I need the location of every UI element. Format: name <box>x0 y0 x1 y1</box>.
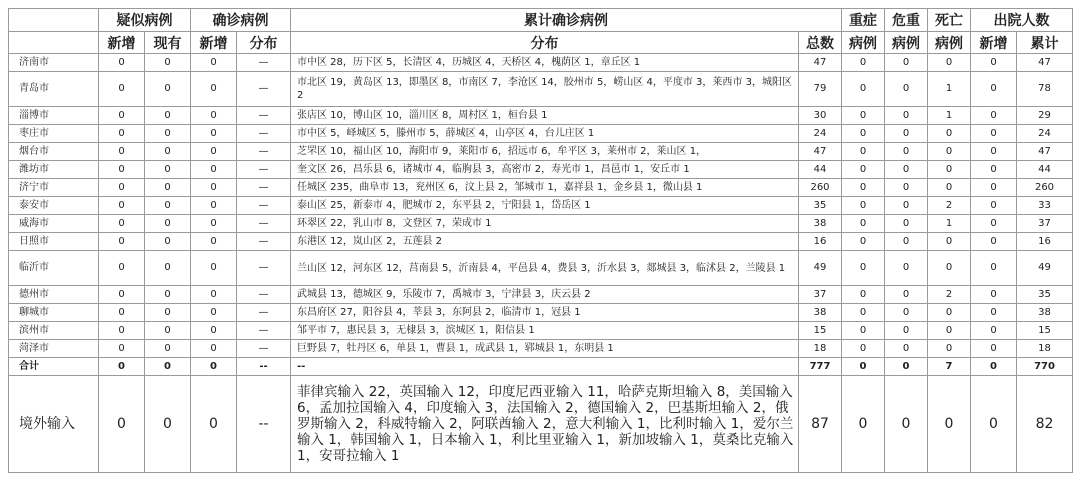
suspected-current-cell: 0 <box>145 54 191 72</box>
suspected-new-cell: 0 <box>99 179 145 197</box>
death-cell: 0 <box>928 376 971 473</box>
severe-cell: 0 <box>842 54 885 72</box>
city-cell: 境外输入 <box>9 376 99 473</box>
critical-cell: 0 <box>885 215 928 233</box>
death-cell: 0 <box>928 125 971 143</box>
city-cell: 威海市 <box>9 215 99 233</box>
cumulative-total-cell: 16 <box>799 233 842 251</box>
confirmed-distribution-cell: — <box>237 215 291 233</box>
confirmed-distribution-cell: — <box>237 340 291 358</box>
city-cell: 日照市 <box>9 233 99 251</box>
header-suspected-current: 现有 <box>145 32 191 54</box>
cumulative-distribution-cell: -- <box>291 358 799 376</box>
confirmed-new-cell: 0 <box>191 376 237 473</box>
severe-cell: 0 <box>842 161 885 179</box>
severe-cell: 0 <box>842 107 885 125</box>
suspected-new-cell: 0 <box>99 358 145 376</box>
cumulative-distribution-cell: 市北区 19，黄岛区 13，即墨区 8，市南区 7，李沧区 14，胶州市 5，崂山区 4，平度市 3，莱西市 3，城阳区 2 <box>291 72 799 107</box>
death-cell: 2 <box>928 286 971 304</box>
discharged-new-cell: 0 <box>971 340 1017 358</box>
critical-cell: 0 <box>885 197 928 215</box>
discharged-cumulative-cell: 47 <box>1017 143 1073 161</box>
city-cell: 临沂市 <box>9 251 99 286</box>
cumulative-distribution-cell: 芝罘区 10，福山区 10，海阳市 9，莱阳市 6，招远市 6，牟平区 3，莱州市 2，莱山区 1， <box>291 143 799 161</box>
suspected-current-cell: 0 <box>145 340 191 358</box>
table-row <box>9 322 1073 340</box>
discharged-cumulative-cell: 15 <box>1017 322 1073 340</box>
cumulative-total-cell: 18 <box>799 340 842 358</box>
suspected-current-cell: 0 <box>145 197 191 215</box>
cumulative-distribution-cell: 巨野县 7，牡丹区 6，单县 1，曹县 1，成武县 1，郓城县 1，东明县 1 <box>291 340 799 358</box>
cumulative-total-cell: 30 <box>799 107 842 125</box>
cumulative-distribution-cell: 邹平市 7，惠民县 3，无棣县 3，滨城区 1，阳信县 1 <box>291 322 799 340</box>
city-cell: 潍坊市 <box>9 161 99 179</box>
city-cell: 淄博市 <box>9 107 99 125</box>
death-cell: 0 <box>928 179 971 197</box>
critical-cell: 0 <box>885 107 928 125</box>
table-row <box>9 251 1073 286</box>
header-confirmed: 确诊病例 <box>191 9 291 32</box>
suspected-new-cell: 0 <box>99 72 145 107</box>
confirmed-distribution-cell: — <box>237 179 291 197</box>
death-cell: 0 <box>928 340 971 358</box>
suspected-new-cell: 0 <box>99 54 145 72</box>
severe-cell: 0 <box>842 322 885 340</box>
suspected-new-cell: 0 <box>99 376 145 473</box>
discharged-new-cell: 0 <box>971 233 1017 251</box>
discharged-cumulative-cell: 78 <box>1017 72 1073 107</box>
critical-cell: 0 <box>885 376 928 473</box>
confirmed-new-cell: 0 <box>191 322 237 340</box>
cumulative-distribution-cell: 环翠区 22，乳山市 8，文登区 7，荣成市 1 <box>291 215 799 233</box>
table-row <box>9 286 1073 304</box>
confirmed-new-cell: 0 <box>191 125 237 143</box>
cumulative-total-cell: 37 <box>799 286 842 304</box>
suspected-current-cell: 0 <box>145 143 191 161</box>
confirmed-new-cell: 0 <box>191 251 237 286</box>
severe-cell: 0 <box>842 179 885 197</box>
confirmed-new-cell: 0 <box>191 179 237 197</box>
header-cumulative: 累计确诊病例 <box>291 9 842 32</box>
confirmed-new-cell: 0 <box>191 143 237 161</box>
death-cell: 2 <box>928 197 971 215</box>
critical-cell: 0 <box>885 143 928 161</box>
suspected-new-cell: 0 <box>99 233 145 251</box>
suspected-current-cell: 0 <box>145 376 191 473</box>
discharged-new-cell: 0 <box>971 215 1017 233</box>
cumulative-distribution-cell: 市中区 5，峄城区 5，滕州市 5，薛城区 4，山亭区 4，台儿庄区 1 <box>291 125 799 143</box>
header-death-bottom: 病例 <box>928 32 971 54</box>
header-corner <box>9 9 99 32</box>
table-row <box>9 107 1073 125</box>
discharged-cumulative-cell: 770 <box>1017 358 1073 376</box>
city-cell: 济宁市 <box>9 179 99 197</box>
confirmed-distribution-cell: — <box>237 197 291 215</box>
critical-cell: 0 <box>885 179 928 197</box>
cumulative-distribution-cell: 东昌府区 27，阳谷县 4，莘县 3，东阿县 2，临清市 1，冠县 1 <box>291 304 799 322</box>
suspected-current-cell: 0 <box>145 125 191 143</box>
city-cell: 聊城市 <box>9 304 99 322</box>
table-header <box>9 9 1073 54</box>
death-cell: 1 <box>928 107 971 125</box>
severe-cell: 0 <box>842 233 885 251</box>
critical-cell: 0 <box>885 358 928 376</box>
table-row <box>9 340 1073 358</box>
suspected-current-cell: 0 <box>145 215 191 233</box>
header-corner-2 <box>9 32 99 54</box>
confirmed-distribution-cell: -- <box>237 376 291 473</box>
confirmed-distribution-cell: — <box>237 161 291 179</box>
cumulative-distribution-cell: 兰山区 12，河东区 12，莒南县 5，沂南县 4，平邑县 4，费县 3，沂水县 3，郯城县 3，临沭县 2，兰陵县 1 <box>291 251 799 286</box>
discharged-new-cell: 0 <box>971 143 1017 161</box>
severe-cell: 0 <box>842 251 885 286</box>
severe-cell: 0 <box>842 304 885 322</box>
table-row <box>9 197 1073 215</box>
suspected-current-cell: 0 <box>145 322 191 340</box>
critical-cell: 0 <box>885 54 928 72</box>
header-severe-top: 重症 <box>842 9 885 32</box>
city-cell: 菏泽市 <box>9 340 99 358</box>
header-discharged: 出院人数 <box>971 9 1073 32</box>
critical-cell: 0 <box>885 286 928 304</box>
confirmed-distribution-cell: — <box>237 251 291 286</box>
severe-cell: 0 <box>842 125 885 143</box>
city-cell: 德州市 <box>9 286 99 304</box>
confirmed-distribution-cell: — <box>237 322 291 340</box>
cumulative-total-cell: 24 <box>799 125 842 143</box>
confirmed-new-cell: 0 <box>191 197 237 215</box>
imported-row <box>9 376 1073 473</box>
suspected-new-cell: 0 <box>99 304 145 322</box>
confirmed-distribution-cell: — <box>237 107 291 125</box>
header-discharged-cumulative: 累计 <box>1017 32 1073 54</box>
severe-cell: 0 <box>842 340 885 358</box>
suspected-current-cell: 0 <box>145 72 191 107</box>
city-cell: 烟台市 <box>9 143 99 161</box>
city-cell: 青岛市 <box>9 72 99 107</box>
table-row <box>9 161 1073 179</box>
suspected-new-cell: 0 <box>99 322 145 340</box>
header-suspected-new: 新增 <box>99 32 145 54</box>
header-critical-top: 危重 <box>885 9 928 32</box>
suspected-current-cell: 0 <box>145 286 191 304</box>
discharged-new-cell: 0 <box>971 358 1017 376</box>
death-cell: 1 <box>928 72 971 107</box>
discharged-cumulative-cell: 38 <box>1017 304 1073 322</box>
table-row <box>9 304 1073 322</box>
discharged-cumulative-cell: 29 <box>1017 107 1073 125</box>
death-cell: 0 <box>928 233 971 251</box>
cumulative-distribution-cell: 市中区 28，历下区 5，长清区 4，历城区 4，天桥区 4，槐荫区 1，章丘区 1 <box>291 54 799 72</box>
death-cell: 1 <box>928 215 971 233</box>
cumulative-distribution-cell: 东港区 12，岚山区 2，五莲县 2 <box>291 233 799 251</box>
discharged-cumulative-cell: 47 <box>1017 54 1073 72</box>
cumulative-distribution-cell: 泰山区 25，新泰市 4，肥城市 2，东平县 2，宁阳县 1，岱岳区 1 <box>291 197 799 215</box>
confirmed-new-cell: 0 <box>191 54 237 72</box>
suspected-new-cell: 0 <box>99 251 145 286</box>
cumulative-distribution-cell: 奎文区 26，昌乐县 6，诸城市 4，临朐县 3，高密市 2，寿光市 1，昌邑市 1，安丘市 1 <box>291 161 799 179</box>
cumulative-distribution-cell: 张店区 10，博山区 10，淄川区 8，周村区 1，桓台县 1 <box>291 107 799 125</box>
death-cell: 0 <box>928 143 971 161</box>
discharged-new-cell: 0 <box>971 376 1017 473</box>
cumulative-total-cell: 47 <box>799 143 842 161</box>
suspected-new-cell: 0 <box>99 125 145 143</box>
confirmed-new-cell: 0 <box>191 215 237 233</box>
header-cumulative-distribution: 分布 <box>291 32 799 54</box>
discharged-new-cell: 0 <box>971 54 1017 72</box>
severe-cell: 0 <box>842 197 885 215</box>
table-row <box>9 233 1073 251</box>
confirmed-distribution-cell: -- <box>237 358 291 376</box>
suspected-new-cell: 0 <box>99 107 145 125</box>
suspected-current-cell: 0 <box>145 251 191 286</box>
suspected-new-cell: 0 <box>99 197 145 215</box>
discharged-new-cell: 0 <box>971 72 1017 107</box>
cumulative-total-cell: 35 <box>799 197 842 215</box>
critical-cell: 0 <box>885 340 928 358</box>
confirmed-distribution-cell: — <box>237 286 291 304</box>
discharged-new-cell: 0 <box>971 179 1017 197</box>
table-row <box>9 125 1073 143</box>
critical-cell: 0 <box>885 251 928 286</box>
discharged-new-cell: 0 <box>971 107 1017 125</box>
severe-cell: 0 <box>842 72 885 107</box>
death-cell: 0 <box>928 304 971 322</box>
suspected-new-cell: 0 <box>99 161 145 179</box>
critical-cell: 0 <box>885 304 928 322</box>
discharged-new-cell: 0 <box>971 286 1017 304</box>
confirmed-new-cell: 0 <box>191 233 237 251</box>
cumulative-distribution-cell: 任城区 235，曲阜市 13，兖州区 6，汶上县 2，邹城市 1，嘉祥县 1，金乡县 1，微山县 1 <box>291 179 799 197</box>
cumulative-total-cell: 79 <box>799 72 842 107</box>
cumulative-total-cell: 260 <box>799 179 842 197</box>
table-row <box>9 179 1073 197</box>
city-cell: 泰安市 <box>9 197 99 215</box>
confirmed-new-cell: 0 <box>191 358 237 376</box>
cumulative-distribution-cell: 武城县 13，德城区 9，乐陵市 7，禹城市 3，宁津县 3，庆云县 2 <box>291 286 799 304</box>
suspected-current-cell: 0 <box>145 179 191 197</box>
cumulative-total-cell: 47 <box>799 54 842 72</box>
header-confirmed-distribution: 分布 <box>237 32 291 54</box>
severe-cell: 0 <box>842 376 885 473</box>
discharged-new-cell: 0 <box>971 125 1017 143</box>
discharged-new-cell: 0 <box>971 161 1017 179</box>
death-cell: 0 <box>928 54 971 72</box>
cumulative-total-cell: 49 <box>799 251 842 286</box>
severe-cell: 0 <box>842 143 885 161</box>
critical-cell: 0 <box>885 125 928 143</box>
city-cell: 滨州市 <box>9 322 99 340</box>
confirmed-distribution-cell: — <box>237 143 291 161</box>
death-cell: 7 <box>928 358 971 376</box>
severe-cell: 0 <box>842 286 885 304</box>
table-row <box>9 72 1073 107</box>
cumulative-total-cell: 38 <box>799 304 842 322</box>
header-discharged-new: 新增 <box>971 32 1017 54</box>
confirmed-distribution-cell: — <box>237 233 291 251</box>
cumulative-total-cell: 44 <box>799 161 842 179</box>
case-statistics-table <box>8 8 1073 473</box>
table-row <box>9 54 1073 72</box>
suspected-current-cell: 0 <box>145 161 191 179</box>
discharged-new-cell: 0 <box>971 251 1017 286</box>
cumulative-total-cell: 38 <box>799 215 842 233</box>
confirmed-new-cell: 0 <box>191 286 237 304</box>
discharged-new-cell: 0 <box>971 304 1017 322</box>
critical-cell: 0 <box>885 161 928 179</box>
suspected-current-cell: 0 <box>145 233 191 251</box>
severe-cell: 0 <box>842 215 885 233</box>
suspected-current-cell: 0 <box>145 107 191 125</box>
suspected-new-cell: 0 <box>99 286 145 304</box>
confirmed-new-cell: 0 <box>191 340 237 358</box>
total-row <box>9 358 1073 376</box>
cumulative-total-cell: 87 <box>799 376 842 473</box>
discharged-cumulative-cell: 35 <box>1017 286 1073 304</box>
discharged-cumulative-cell: 33 <box>1017 197 1073 215</box>
death-cell: 0 <box>928 322 971 340</box>
cumulative-total-cell: 777 <box>799 358 842 376</box>
table-body <box>9 54 1073 473</box>
header-critical-bottom: 病例 <box>885 32 928 54</box>
header-confirmed-new: 新增 <box>191 32 237 54</box>
suspected-current-cell: 0 <box>145 304 191 322</box>
discharged-cumulative-cell: 44 <box>1017 161 1073 179</box>
critical-cell: 0 <box>885 233 928 251</box>
discharged-cumulative-cell: 37 <box>1017 215 1073 233</box>
city-cell: 济南市 <box>9 54 99 72</box>
discharged-cumulative-cell: 82 <box>1017 376 1073 473</box>
discharged-cumulative-cell: 18 <box>1017 340 1073 358</box>
discharged-new-cell: 0 <box>971 197 1017 215</box>
discharged-cumulative-cell: 16 <box>1017 233 1073 251</box>
discharged-cumulative-cell: 260 <box>1017 179 1073 197</box>
confirmed-distribution-cell: — <box>237 54 291 72</box>
confirmed-new-cell: 0 <box>191 72 237 107</box>
header-suspected: 疑似病例 <box>99 9 191 32</box>
confirmed-new-cell: 0 <box>191 161 237 179</box>
critical-cell: 0 <box>885 322 928 340</box>
table-row <box>9 143 1073 161</box>
header-death-top: 死亡 <box>928 9 971 32</box>
header-cumulative-total: 总数 <box>799 32 842 54</box>
confirmed-new-cell: 0 <box>191 107 237 125</box>
city-cell: 枣庄市 <box>9 125 99 143</box>
confirmed-distribution-cell: — <box>237 72 291 107</box>
death-cell: 0 <box>928 161 971 179</box>
severe-cell: 0 <box>842 358 885 376</box>
discharged-cumulative-cell: 24 <box>1017 125 1073 143</box>
city-cell: 合计 <box>9 358 99 376</box>
death-cell: 0 <box>928 251 971 286</box>
critical-cell: 0 <box>885 72 928 107</box>
confirmed-distribution-cell: — <box>237 125 291 143</box>
case-table-container <box>8 8 1072 473</box>
discharged-cumulative-cell: 49 <box>1017 251 1073 286</box>
table-row <box>9 215 1073 233</box>
suspected-new-cell: 0 <box>99 143 145 161</box>
discharged-new-cell: 0 <box>971 322 1017 340</box>
confirmed-distribution-cell: — <box>237 304 291 322</box>
cumulative-total-cell: 15 <box>799 322 842 340</box>
cumulative-distribution-cell: 菲律宾输入 22，英国输入 12，印度尼西亚输入 11，哈萨克斯坦输入 8，美国输入 6，孟加拉国输入 4，印度输入 3，法国输入 2，德国输入 2，巴基斯坦输入 2，俄罗斯输入 2，科威特输入 2，阿联酋输入 2，意大利输入 1，比利时输入 1，爱尔兰输入 1，韩国输入 1，日本输入 1，利比里亚输入 1，新加坡输入 1，莫桑比克输入 1，安哥拉输入 1 <box>291 376 799 473</box>
header-severe-bottom: 病例 <box>842 32 885 54</box>
suspected-current-cell: 0 <box>145 358 191 376</box>
suspected-new-cell: 0 <box>99 215 145 233</box>
confirmed-new-cell: 0 <box>191 304 237 322</box>
suspected-new-cell: 0 <box>99 340 145 358</box>
